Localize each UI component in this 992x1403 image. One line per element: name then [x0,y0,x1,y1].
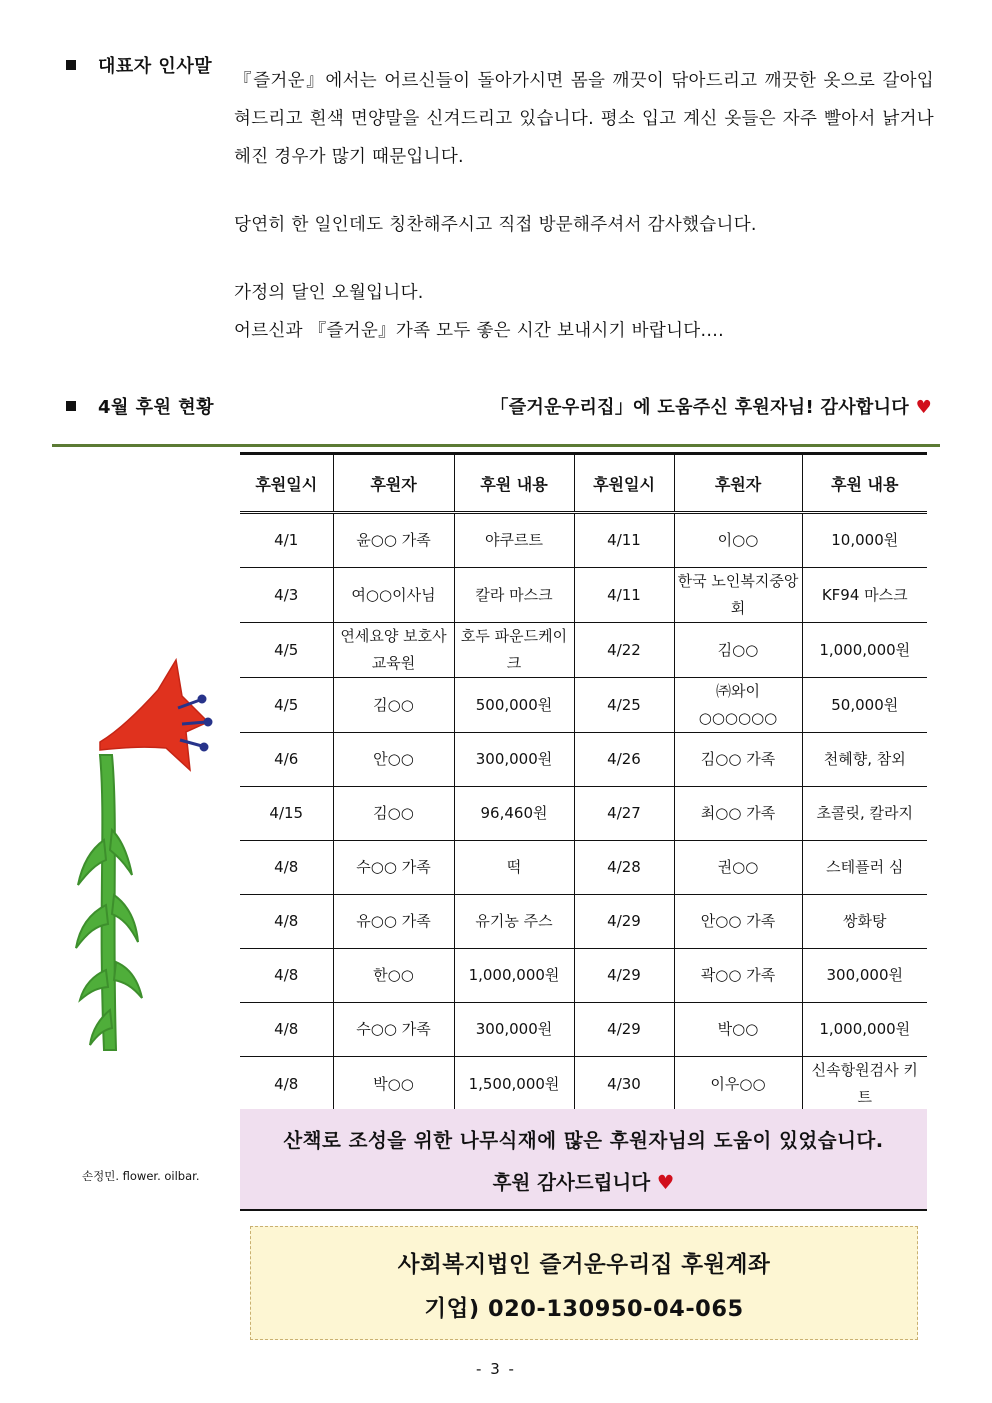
table-row [240,678,927,733]
table-cell: 수○○ 가족 [333,841,454,895]
square-bullet-icon [66,60,76,70]
table-row [240,787,927,841]
table-cell: 야쿠르트 [454,513,574,568]
greeting-paragraph: 어르신과 『즐거운』가족 모두 좋은 시간 보내시기 바랍니다.... [234,321,724,341]
donation-account-box [250,1226,918,1340]
table-cell: 김○○ [333,678,454,733]
page-number: - 3 - [476,1360,516,1378]
column-header: 후원일시 [574,454,674,513]
greeting-heading: 대표자 인사말 [66,52,212,78]
table-cell: 4/15 [240,787,333,841]
table-header-row [240,454,927,513]
table-row [240,949,927,1003]
table-cell: 김○○ [674,623,802,678]
tree-planting-notice [240,1109,927,1211]
table-cell: 연세요양 보호사교육원 [333,623,454,678]
table-cell: 윤○○ 가족 [333,513,454,568]
table-row [240,841,927,895]
heart-icon: ♥ [656,1171,675,1194]
table-cell: KF94 마스크 [802,568,927,623]
account-title: 사회복지법인 즐거운우리집 후원계좌 [397,1252,771,1278]
table-cell: 1,000,000원 [802,1003,927,1057]
table-cell: 10,000원 [802,513,927,568]
donation-table [240,452,927,1112]
square-bullet-icon [66,401,76,411]
greeting-paragraph: 『즐거운』에서는 어르신들이 돌아가시면 몸을 깨끗이 닦아드리고 깨끗한 옷으로 갈아입혀드리고 흰색 면양말을 신겨드리고 있습니다. 평소 입고 계신 옷들은 자주 빨아서 낡거나 헤진 경우가 많기 때문입니다. [234,71,934,167]
table-cell: 신속항원검사 키트 [802,1057,927,1112]
table-cell: 쌍화탕 [802,895,927,949]
table-cell: 4/29 [574,895,674,949]
table-cell: 4/1 [240,513,333,568]
table-cell: 유○○ 가족 [333,895,454,949]
table-cell: 4/29 [574,949,674,1003]
table-cell: 권○○ [674,841,802,895]
greeting-paragraph: 가정의 달인 오월입니다. [234,283,424,303]
table-row [240,623,927,678]
table-cell: 4/8 [240,895,333,949]
table-cell: 300,000원 [802,949,927,1003]
table-cell: 4/5 [240,678,333,733]
table-cell: 1,000,000원 [802,623,927,678]
table-row [240,1057,927,1112]
greeting-paragraph: 당연히 한 일인데도 칭찬해주시고 직접 방문해주셔서 감사했습니다. [234,215,757,235]
table-cell: 4/8 [240,1057,333,1112]
table-cell: 박○○ [333,1057,454,1112]
table-cell: 4/30 [574,1057,674,1112]
table-cell: 이○○ [674,513,802,568]
table-cell: 4/11 [574,568,674,623]
artwork-caption: 손정민. flower. oilbar. [82,1169,200,1183]
table-cell: 300,000원 [454,1003,574,1057]
table-cell: 500,000원 [454,678,574,733]
table-cell: 스테플러 심 [802,841,927,895]
table-cell: 4/25 [574,678,674,733]
table-cell: 천혜향, 참외 [802,733,927,787]
table-cell: 4/29 [574,1003,674,1057]
column-header: 후원 내용 [802,454,927,513]
table-cell: 떡 [454,841,574,895]
table-cell: 4/28 [574,841,674,895]
table-row [240,513,927,568]
notice-line: 산책로 조성을 위한 나무식재에 많은 후원자님의 도움이 있었습니다. [283,1129,884,1152]
column-header: 후원일시 [240,454,333,513]
column-header: 후원자 [674,454,802,513]
table-cell: 한○○ [333,949,454,1003]
table-cell: 안○○ [333,733,454,787]
greeting-body [234,62,934,350]
section-divider [52,444,940,447]
table-cell: 4/27 [574,787,674,841]
table-cell: 안○○ 가족 [674,895,802,949]
flower-painting [70,650,230,1070]
table-cell: 1,000,000원 [454,949,574,1003]
table-cell: 곽○○ 가족 [674,949,802,1003]
table-cell: 유기농 주스 [454,895,574,949]
column-header: 후원자 [333,454,454,513]
table-cell: 4/3 [240,568,333,623]
table-cell: 김○○ 가족 [674,733,802,787]
table-row [240,733,927,787]
table-cell: 96,460원 [454,787,574,841]
donation-heading: 4월 후원 현황 [66,393,214,419]
table-row [240,895,927,949]
table-cell: 초콜릿, 칼라지 [802,787,927,841]
table-cell: 4/8 [240,1003,333,1057]
table-cell: 4/22 [574,623,674,678]
table-cell: 여○○이사님 [333,568,454,623]
table-cell: 1,500,000원 [454,1057,574,1112]
column-header: 후원 내용 [454,454,574,513]
table-cell: 300,000원 [454,733,574,787]
notice-line: 후원 감사드립니다 ♥ [492,1171,675,1194]
table-cell: 수○○ 가족 [333,1003,454,1057]
table-cell: ㈜와이 ○○○○○○ [674,678,802,733]
table-cell: 4/8 [240,949,333,1003]
table-cell: 김○○ [333,787,454,841]
table-cell: 호두 파운드케이크 [454,623,574,678]
table-row [240,1003,927,1057]
table-cell: 4/11 [574,513,674,568]
account-number: 기업) 020-130950-04-065 [424,1296,744,1322]
table-cell: 이우○○ [674,1057,802,1112]
table-cell: 칼라 마스크 [454,568,574,623]
table-cell: 50,000원 [802,678,927,733]
table-cell: 4/6 [240,733,333,787]
heart-icon: ♥ [915,397,932,418]
table-row [240,568,927,623]
table-cell: 한국 노인복지중앙회 [674,568,802,623]
donor-thanks: 「즐거운우리집」에 도움주신 후원자님! 감사합니다 ♥ [490,397,932,418]
table-cell: 4/5 [240,623,333,678]
table-cell: 4/8 [240,841,333,895]
table-cell: 박○○ [674,1003,802,1057]
table-cell: 최○○ 가족 [674,787,802,841]
table-cell: 4/26 [574,733,674,787]
